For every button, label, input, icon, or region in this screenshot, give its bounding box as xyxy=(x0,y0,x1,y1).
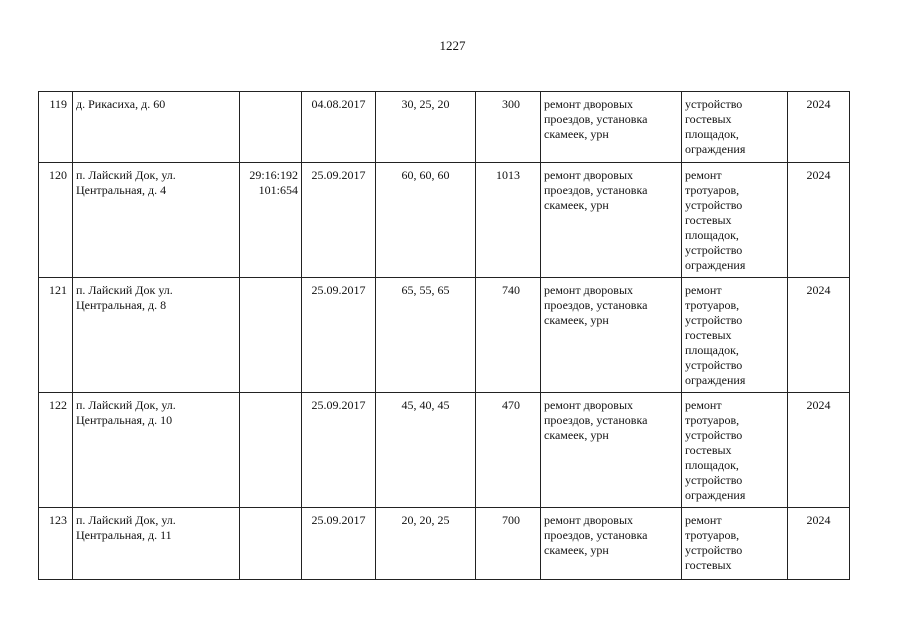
works-type-2-line: устройство xyxy=(685,198,743,212)
address-line: Центральная, д. 11 xyxy=(76,528,172,542)
works-type-2-cell xyxy=(682,508,788,580)
works-type-2-line: устройство xyxy=(685,543,743,557)
works-type-1-cell xyxy=(541,92,682,163)
address-cell xyxy=(73,508,240,580)
address-line: Центральная, д. 4 xyxy=(76,183,167,197)
cadastral-number-cell xyxy=(240,163,302,278)
works-type-2-line: тротуаров, xyxy=(685,183,740,197)
works-type-1-line: ремонт дворовых xyxy=(544,168,634,182)
works-type-2-cell xyxy=(682,92,788,163)
improvement-table xyxy=(38,91,850,580)
table-row xyxy=(39,163,850,278)
works-type-1-cell xyxy=(541,393,682,508)
address-cell xyxy=(73,393,240,508)
table-row xyxy=(39,508,850,580)
works-type-2-line: площадок, xyxy=(685,343,739,357)
address-line: д. Рикасиха, д. 60 xyxy=(76,97,166,111)
works-type-1-line: проездов, установка xyxy=(544,413,648,427)
works-type-2-line: ограждения xyxy=(685,373,746,387)
address-line: п. Лайский Док, ул. xyxy=(76,398,176,412)
works-type-2-line: ремонт xyxy=(685,513,722,527)
works-type-2-line: площадок, xyxy=(685,228,739,242)
year-cell: 2024 xyxy=(788,393,850,508)
works-type-2-line: устройство xyxy=(685,428,743,442)
area-cell: 740 xyxy=(476,278,541,393)
date-cell: 25.09.2017 xyxy=(302,278,376,393)
year-cell: 2024 xyxy=(788,508,850,580)
area-cell: 470 xyxy=(476,393,541,508)
works-type-2-cell xyxy=(682,393,788,508)
works-type-1-line: проездов, установка xyxy=(544,183,648,197)
page-number: 1227 xyxy=(439,38,466,53)
works-type-1-line: скамеек, урн xyxy=(544,127,609,141)
address-line: Центральная, д. 10 xyxy=(76,413,173,427)
works-type-2-line: гостевых xyxy=(685,213,732,227)
works-type-2-cell xyxy=(682,278,788,393)
values-cell: 60, 60, 60 xyxy=(376,163,476,278)
address-cell xyxy=(73,278,240,393)
row-number-cell: 120 xyxy=(39,163,73,278)
works-type-1-line: ремонт дворовых xyxy=(544,97,634,111)
works-type-1-line: проездов, установка xyxy=(544,112,648,126)
works-type-2-line: гостевых xyxy=(685,443,732,457)
row-number-cell: 123 xyxy=(39,508,73,580)
works-type-2-line: гостевых xyxy=(685,328,732,342)
works-type-1-cell xyxy=(541,163,682,278)
year-cell: 2024 xyxy=(788,92,850,163)
address-line: Центральная, д. 8 xyxy=(76,298,167,312)
address-line: п. Лайский Док ул. xyxy=(76,283,173,297)
works-type-1-line: ремонт дворовых xyxy=(544,398,634,412)
values-cell: 30, 25, 20 xyxy=(376,92,476,163)
works-type-2-line: гостевых xyxy=(685,112,732,126)
works-type-2-line: тротуаров, xyxy=(685,413,740,427)
works-type-2-line: гостевых xyxy=(685,558,732,572)
cadastral-number-cell xyxy=(240,92,302,163)
works-type-1-line: скамеек, урн xyxy=(544,313,609,327)
works-type-1-line: скамеек, урн xyxy=(544,198,609,212)
works-type-2-line: устройство xyxy=(685,243,743,257)
table-row xyxy=(39,92,850,163)
works-type-2-line: площадок, xyxy=(685,127,739,141)
area-cell: 300 xyxy=(476,92,541,163)
cadastral-number-cell xyxy=(240,278,302,393)
works-type-1-line: ремонт дворовых xyxy=(544,283,634,297)
works-type-2-line: устройство xyxy=(685,313,743,327)
cadastral-number-cell xyxy=(240,393,302,508)
date-cell: 04.08.2017 xyxy=(302,92,376,163)
address-line: п. Лайский Док, ул. xyxy=(76,168,176,182)
works-type-1-line: скамеек, урн xyxy=(544,543,609,557)
values-cell: 65, 55, 65 xyxy=(376,278,476,393)
date-cell: 25.09.2017 xyxy=(302,393,376,508)
works-type-2-line: устройство xyxy=(685,358,743,372)
works-type-2-line: площадок, xyxy=(685,458,739,472)
table-body xyxy=(39,92,850,580)
date-cell: 25.09.2017 xyxy=(302,163,376,278)
row-number-cell: 121 xyxy=(39,278,73,393)
works-type-2-line: ремонт xyxy=(685,398,722,412)
works-type-2-line: устройство xyxy=(685,97,743,111)
date-cell: 25.09.2017 xyxy=(302,508,376,580)
works-type-2-line: ограждения xyxy=(685,142,746,156)
year-cell: 2024 xyxy=(788,163,850,278)
area-cell: 700 xyxy=(476,508,541,580)
address-cell xyxy=(73,163,240,278)
works-type-1-line: скамеек, урн xyxy=(544,428,609,442)
works-type-2-line: ограждения xyxy=(685,258,746,272)
values-cell: 20, 20, 25 xyxy=(376,508,476,580)
works-type-2-line: ограждения xyxy=(685,488,746,502)
works-type-1-line: ремонт дворовых xyxy=(544,513,634,527)
row-number-cell: 122 xyxy=(39,393,73,508)
works-type-2-cell xyxy=(682,163,788,278)
values-cell: 45, 40, 45 xyxy=(376,393,476,508)
works-type-1-cell xyxy=(541,278,682,393)
works-type-2-line: ремонт xyxy=(685,283,722,297)
works-type-1-line: проездов, установка xyxy=(544,298,648,312)
cadastral-number-line: 29:16:192 xyxy=(249,168,298,182)
row-number-cell: 119 xyxy=(39,92,73,163)
works-type-2-line: ремонт xyxy=(685,168,722,182)
table-row xyxy=(39,393,850,508)
works-type-1-line: проездов, установка xyxy=(544,528,648,542)
year-cell: 2024 xyxy=(788,278,850,393)
cadastral-number-cell xyxy=(240,508,302,580)
table-row xyxy=(39,278,850,393)
works-type-2-line: устройство xyxy=(685,473,743,487)
address-cell xyxy=(73,92,240,163)
cadastral-number-line: 101:654 xyxy=(258,183,298,197)
works-type-1-cell xyxy=(541,508,682,580)
area-cell: 1013 xyxy=(476,163,541,278)
address-line: п. Лайский Док, ул. xyxy=(76,513,176,527)
works-type-2-line: тротуаров, xyxy=(685,298,740,312)
works-type-2-line: тротуаров, xyxy=(685,528,740,542)
